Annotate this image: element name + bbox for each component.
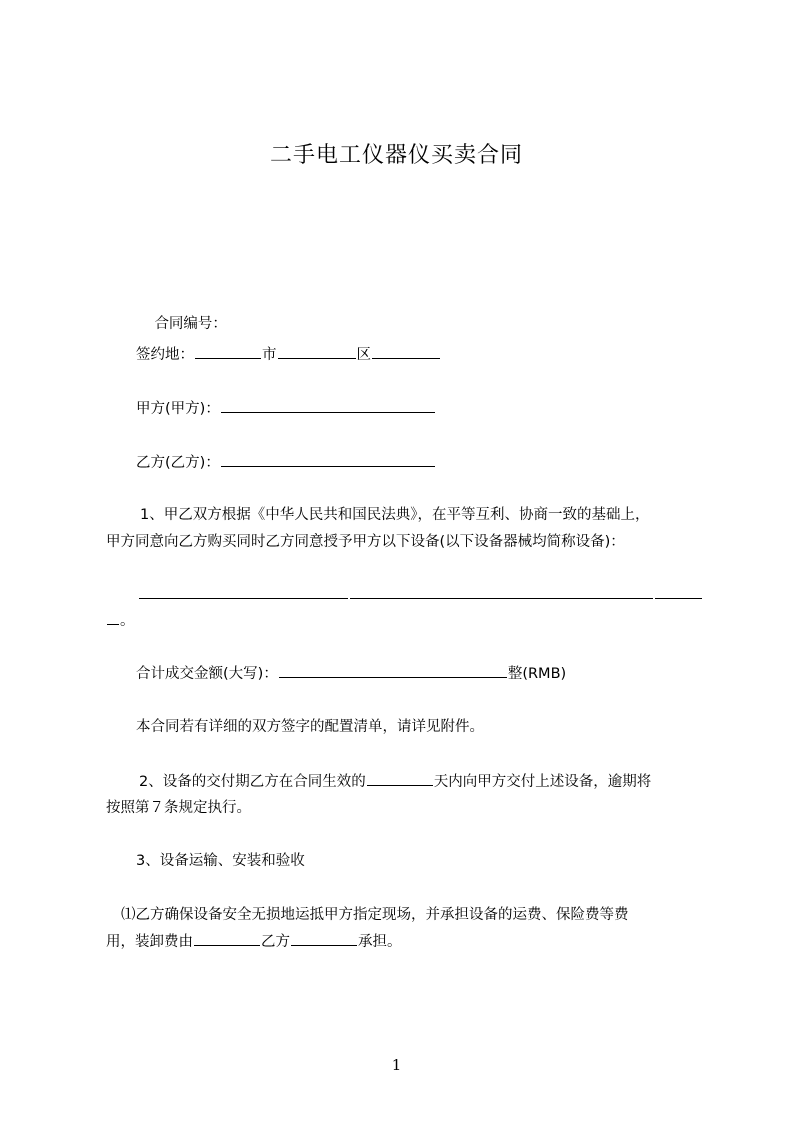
sign-place-blank-2 [278,344,356,359]
clause3-1-line1: ⑴乙方确保设备安全无损地运抵甲方指定现场，并承担设备的运费、保险费等费 [121,907,629,923]
equipment-blank-2 [350,598,653,599]
sign-place-line [136,344,441,366]
equipment-period: 。 [120,613,135,629]
district-suffix: 区 [356,347,371,363]
page-number: 1 [391,1056,402,1074]
city-suffix: 市 [262,347,277,363]
clause2-prefix: 2、设备的交付期乙方在合同生效的 [139,774,366,790]
contract-number-label: 合同编号： [154,316,227,332]
total-amount-suffix: 整(RMB) [507,666,567,682]
clause1-line2: 甲方同意向乙方购买同时乙方同意授予甲方以下设备(以下设备器械均简称设备)： [106,534,625,550]
attachment-note: 本合同若有详细的双方签字的配置清单，请详见附件。 [136,719,484,735]
party-b-blank [221,452,435,467]
clause3-1-middle: 乙方 [261,934,290,950]
sign-place-blank-1 [195,344,261,359]
clause2-line2: 按照第７条规定执行。 [106,800,251,816]
total-amount-line [136,663,566,685]
sign-place-label: 签约地： [136,347,194,363]
clause2-suffix: 天内向甲方交付上述设备，逾期将 [433,774,652,790]
clause3-heading: 3、设备运输、安装和验收 [136,853,305,869]
party-b-line [136,452,436,474]
clause3-1-line2 [106,931,402,953]
equipment-line-end [106,610,135,632]
document-title: 二手电工仪器仪买卖合同 [269,143,523,168]
party-a-line [136,398,436,420]
party-a-blank [221,398,435,413]
clause3-1-prefix: 用，装卸费由 [106,934,193,950]
handling-fee-blank-2 [291,931,357,946]
clause3-1-suffix: 承担。 [358,934,402,950]
total-amount-blank [279,663,507,678]
clause2-line1 [139,771,651,793]
equipment-blank-3 [655,598,702,599]
equipment-blank-4 [107,610,119,625]
party-a-label: 甲方(甲方)： [136,401,220,417]
total-amount-label: 合计成交金额(大写)： [136,666,278,682]
equipment-blank-1 [139,598,348,599]
handling-fee-blank-1 [194,931,260,946]
clause1-line1: 1、甲乙双方根据《中华人民共和国民法典》，在平等互利、协商一致的基础上， [140,507,650,523]
sign-place-blank-3 [372,344,440,359]
delivery-days-blank [367,771,433,786]
party-b-label: 乙方(乙方)： [136,455,220,471]
